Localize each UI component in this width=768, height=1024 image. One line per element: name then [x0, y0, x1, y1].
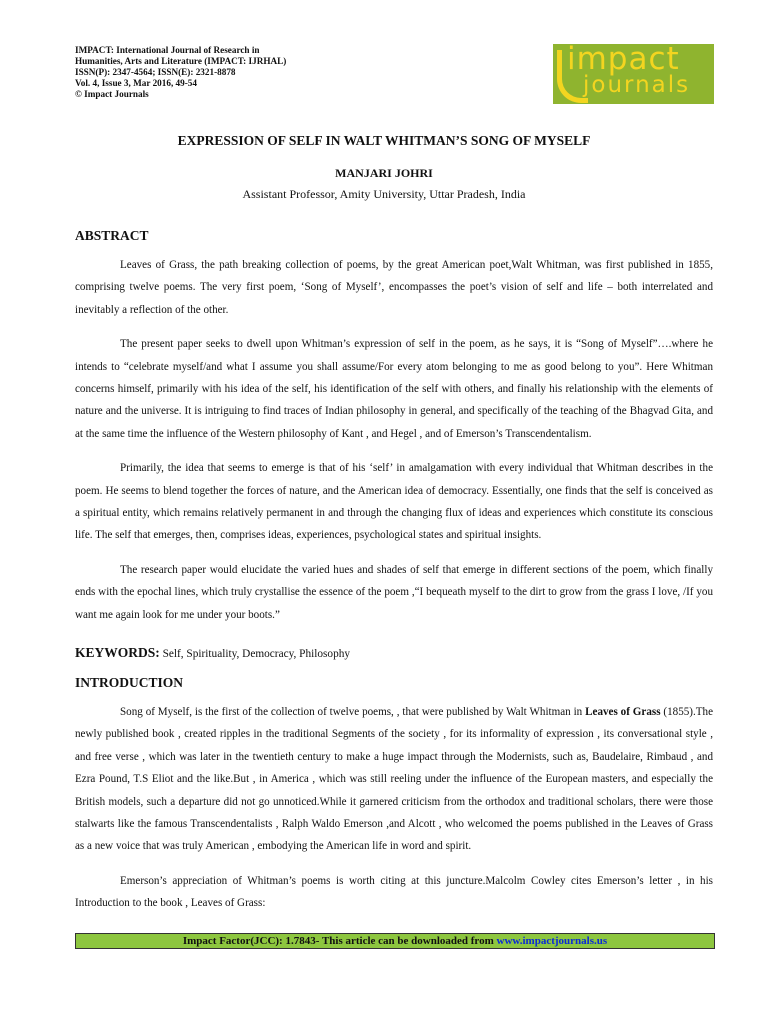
abstract-body: [75, 254, 713, 638]
introduction-heading: INTRODUCTION: [75, 675, 184, 690]
author-affiliation: Assistant Professor, Amity University, Uttar Pradesh, India: [242, 187, 526, 201]
abstract-paragraph: The present paper seeks to dwell upon Whitman’s expression of self in the poem, as he says, it is “Song of Myself”….where he intends to “celebrate myself/and what I assume you shall assume/For every atom belonging to me as good belong to you”. Here Whitman concerns himself, primarily with his idea of the self, his identification of the self with others, and finally his relationship with the elements of nature and the universe. It is intriguing to find traces of Indian philosophy in general, and specifically of the teaching of the Bhagvad Gita, and at the same time the influence of the Western philosophy of Kant , and Hegel , and of Emerson’s Transcendentalism.: [75, 338, 713, 440]
journal-line: © Impact Journals: [75, 89, 149, 99]
journal-line: ISSN(P): 2347-4564; ISSN(E): 2321-8878: [75, 67, 236, 77]
article-author: MANJARI JOHRI: [335, 166, 433, 180]
introduction-paragraph: Emerson’s appreciation of Whitman’s poems is worth citing at this juncture.Malcolm Cowley cites Emerson’s letter , in his Introduction to the book , Leaves of Grass:: [75, 874, 713, 910]
abstract-paragraph: The research paper would elucidate the varied hues and shades of self that emerge in different sections of the poem, which finally ends with the epochal lines, which truly crystallise the essence of the poem ,“I bequeath myself to the dirt to grow from the grass I love, /If you want me again look for me under your boots.”: [75, 563, 713, 621]
introduction-paragraph: [75, 701, 713, 858]
logo-text-journals: journals: [583, 72, 691, 98]
logo-text-impact: impact: [567, 44, 680, 77]
footer-link[interactable]: www.impactjournals.us: [496, 935, 608, 947]
footer-text: Impact Factor(JCC): 1.7843- This article can be downloaded from: [182, 935, 497, 947]
footer-banner: [75, 933, 715, 949]
intro-book-title: Leaves of Grass: [585, 706, 661, 718]
introduction-body: [75, 701, 713, 927]
journal-line: IMPACT: International Journal of Research in: [75, 45, 260, 55]
intro-text-start: Song of Myself, is the first of the collection of twelve poems, , that were published by Walt Whitman in: [120, 706, 586, 718]
journal-line: Humanities, Arts and Literature (IMPACT: IJRHAL): [75, 56, 287, 66]
journal-info: [75, 45, 335, 100]
keywords-label: KEYWORDS:: [75, 645, 160, 660]
abstract-paragraph: Leaves of Grass, the path breaking collection of poems, by the great American poet,Walt Whitman, was first published in 1855, comprising twelve poems. The very first poem, ‘Song of Myself’, encompasses the poet’s vision of self and life – both interrelated and inevitably a reflection of the other.: [75, 259, 713, 316]
intro-text-rest: (1855).The newly published book , created ripples in the traditional Segments of the society , for its informality of expression , its conversational style , and free verse , which was later in the twentieth century to make a huge impact through the Modernists, such as, Baudelaire, Rimbaud , and Ezra Pound, T.S Eliot and the like.But , in America , which was still reeling under the influence of the European masters, and especially the British models, such a departure did not go unnoticed.While it garnered criticism from the orthodox and traditional scholars, there were those stalwarts like the famous Transcendentalists , Ralph Waldo Emerson ,and Alcott , who welcomed the poems published in the Leaves of Grass as a new voice that was truly American , embodying the American life in word and spirit.: [75, 706, 714, 853]
journal-line: Vol. 4, Issue 3, Mar 2016, 49-54: [75, 78, 197, 88]
keywords-text: Self, Spirituality, Democracy, Philosophy: [159, 648, 351, 660]
article-title: EXPRESSION OF SELF IN WALT WHITMAN’S SONG OF MYSELF: [177, 133, 591, 148]
abstract-heading: ABSTRACT: [75, 228, 149, 243]
impact-journals-logo: [553, 44, 714, 104]
abstract-paragraph: Primarily, the idea that seems to emerge is that of his ‘self’ in amalgamation with every individual that Whitman describes in the poem. He seems to blend together the forces of nature, and the American idea of democracy. Essentially, one finds that the self is conceived as a spiritual entity, which remains relatively permanent in and through the changing flux of ideas and experiences which constitute its conscious life. The self that emerges, then, comprises ideas, experiences, psychological states and spiritual insights.: [75, 462, 713, 542]
keywords: [75, 645, 350, 661]
